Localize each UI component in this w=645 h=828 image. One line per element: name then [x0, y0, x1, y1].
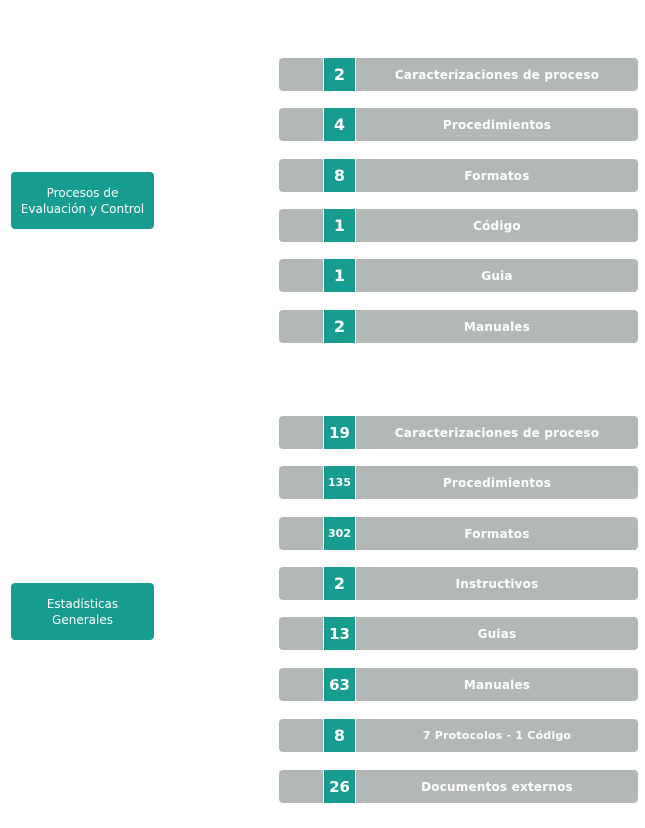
row-label: Formatos [464, 526, 530, 541]
count-badge: 19 [323, 416, 356, 449]
row-label: Procedimientos [442, 117, 552, 132]
row-documentos-externos [279, 770, 638, 803]
row-label: Documentos externos [421, 779, 573, 794]
count-badge: 4 [323, 108, 356, 141]
count-badge: 8 [323, 159, 356, 192]
count-badge: 63 [323, 668, 356, 701]
row-formatos [279, 159, 638, 192]
row-guia [279, 259, 638, 292]
row-procedimientos [279, 466, 638, 499]
row-label: Manuales [463, 319, 531, 334]
count-badge: 26 [323, 770, 356, 803]
row-codigo [279, 209, 638, 242]
count-badge: 1 [323, 259, 356, 292]
count-badge: 302 [323, 517, 356, 550]
row-protocolos-codigo [279, 719, 638, 752]
row-guias [279, 617, 638, 650]
row-label: 7 Protocolos - 1 Código [422, 729, 572, 742]
row-label: Caracterizaciones de proceso [394, 425, 600, 440]
row-caracterizaciones [279, 58, 638, 91]
group-label-estadisticas-generales: Estadísticas Generales [11, 583, 154, 640]
count-badge: 135 [323, 466, 356, 499]
row-manuales [279, 668, 638, 701]
row-label: Guias [477, 626, 517, 641]
row-procedimientos [279, 108, 638, 141]
row-label: Guia [481, 268, 513, 283]
row-instructivos [279, 567, 638, 600]
group-label-procesos-evaluacion-control: Procesos de Evaluación y Control [11, 172, 154, 229]
row-label: Código [473, 218, 521, 233]
row-label: Formatos [464, 168, 530, 183]
row-label: Caracterizaciones de proceso [394, 67, 600, 82]
count-badge: 2 [323, 310, 356, 343]
count-badge: 1 [323, 209, 356, 242]
row-label: Procedimientos [442, 475, 552, 490]
row-label: Instructivos [455, 576, 539, 591]
row-manuales [279, 310, 638, 343]
count-badge: 2 [323, 567, 356, 600]
row-caracterizaciones [279, 416, 638, 449]
row-label: Manuales [463, 677, 531, 692]
count-badge: 13 [323, 617, 356, 650]
count-badge: 2 [323, 58, 356, 91]
row-formatos [279, 517, 638, 550]
count-badge: 8 [323, 719, 356, 752]
